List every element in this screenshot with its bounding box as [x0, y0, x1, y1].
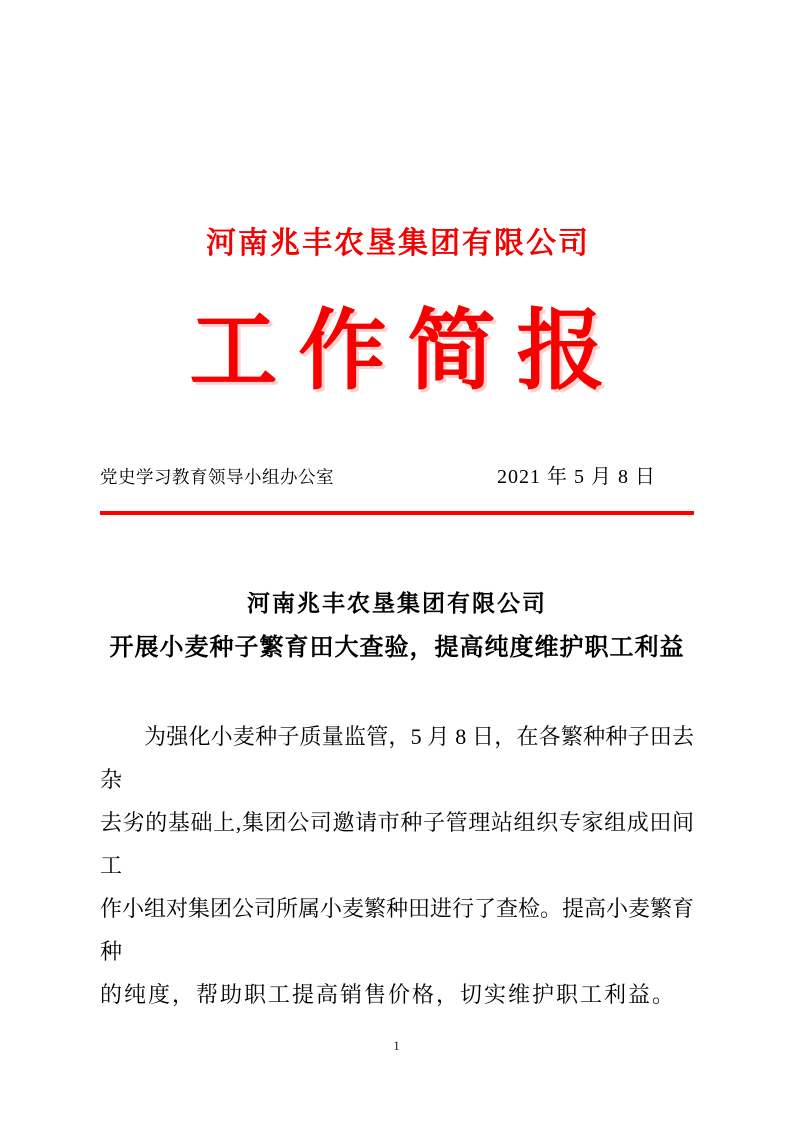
article-title-line2: 开展小麦种子繁育田大查验，提高纯度维护职工利益	[109, 635, 685, 661]
article-title-line1: 河南兆丰农垦集团有限公司	[247, 591, 547, 616]
article-body	[100, 715, 694, 1016]
issue-info-row	[100, 464, 694, 490]
issuing-office-label: 党史学习教育领导小组办公室	[100, 467, 334, 487]
body-line-3: 作小组对集团公司所属小麦繁种田进行了查检。提高小麦繁育种	[100, 896, 695, 964]
masthead-org-name: 河南兆丰农垦集团有限公司	[206, 227, 590, 260]
body-line-2: 去劣的基础上,集团公司邀请市种子管理站组织专家组成田间工	[100, 810, 694, 878]
bulletin-title: 工作简报	[189, 304, 626, 401]
issue-date: 2021 年 5 月 8 日	[497, 466, 656, 488]
masthead-divider-line	[100, 511, 694, 515]
body-line-1: 为强化小麦种子质量监管，5 月 8 日，在各繁种种子田去杂	[100, 724, 694, 792]
body-line-4: 的纯度，帮助职工提高销售价格，切实维护职工利益。	[100, 982, 677, 1007]
page-number: 1	[393, 1038, 400, 1053]
